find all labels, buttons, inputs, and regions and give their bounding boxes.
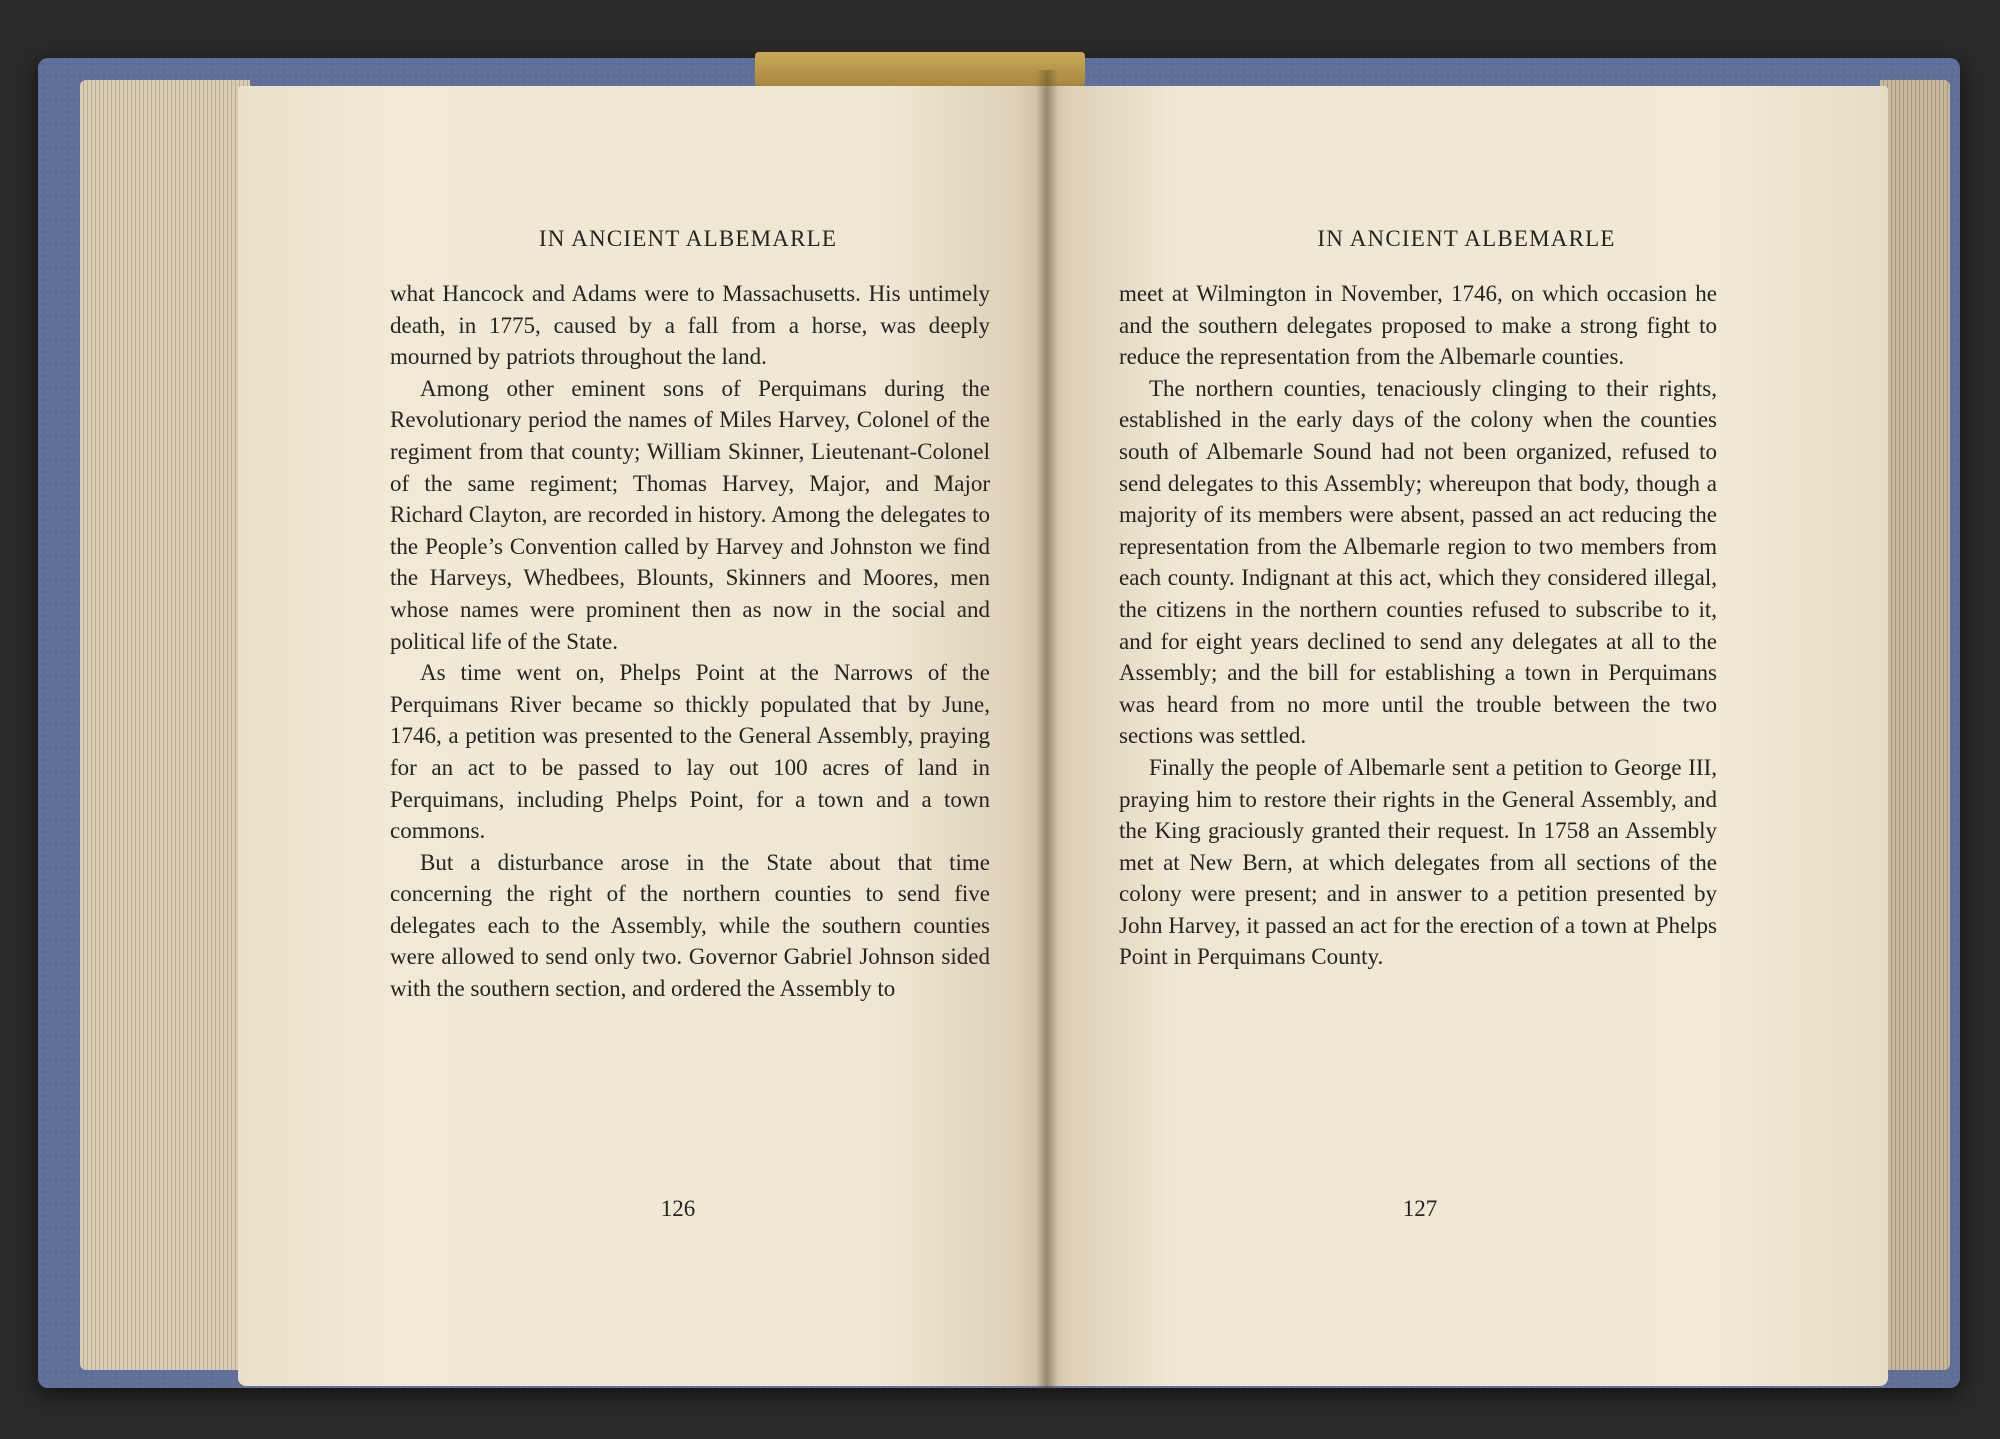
right-page-text (1119, 278, 1717, 973)
book-gutter-shadow (1036, 70, 1058, 1390)
right-page (1045, 86, 1888, 1386)
left-paragraph-1: what Hancock and Adams were to Massachusetts. His untimely death, in 1775, caused by a fall from a horse, was deeply mourned by patriots throughout the land. (390, 281, 990, 370)
left-paragraph-3: As time went on, Phelps Point at the Narrows of the Perquimans River became so thickly populated that by June, 1746, a petition was presented to the General Assembly, praying for an act to be passed to lay out 100 acres of land in Perquimans, including Phelps Point, for a town and a town commons. (390, 660, 990, 844)
left-paragraph-4: But a disturbance arose in the State about that time concerning the right of the northern counties to send five delegates each to the Assembly, while the southern counties were allowed to send only two. Governor Gabriel Johnson sided with the southern section, and ordered the Assembly to (390, 849, 990, 1002)
left-page-number: 126 (660, 1196, 696, 1221)
page-edges-right (1880, 80, 1950, 1370)
left-running-header: IN ANCIENT ALBEMARLE (538, 226, 838, 251)
left-paragraph-2: Among other eminent sons of Perquimans during the Revolutionary period the names of Miles Harvey, Colonel of the regiment from that county; William Skinner, Lieutenant-Colonel of the same regiment; Thomas Harvey, Major, and Major Richard Clayton, are recorded in history. Among the delegates to the People’s Convention called by Harvey and Johnston we find the Harveys, Whedbees, Blounts, Skinners and Moores, men whose names were prominent then as now in the social and political life of the State. (390, 375, 990, 654)
right-page-number: 127 (1402, 1196, 1438, 1221)
right-paragraph-2: The northern counties, tenaciously clinging to their rights, established in the early days of the colony when the counties south of Albemarle Sound had not been organized, refused to send delegates to this Assembly; whereupon that body, though a majority of its members were absent, passed an act reducing the representation from the Albemarle region to two members from each county. Indignant at this act, which they considered illegal, the citizens in the northern counties refused to subscribe to it, and for eight years declined to send any delegates at all to the Assembly; and the bill for establishing a town in Perquimans was heard from no more until the trouble between the two sections was settled. (1119, 375, 1717, 749)
right-paragraph-3: Finally the people of Albemarle sent a petition to George III, praying him to restore their rights in the General Assembly, and the King graciously granted their request. In 1758 an Assembly met at New Bern, at which delegates from all sections of the colony were present; and in answer to a petition presented by John Harvey, it passed an act for the erection of a town at Phelps Point in Perquimans County. (1119, 754, 1717, 970)
page-edges-left (80, 80, 250, 1370)
right-paragraph-1: meet at Wilmington in November, 1746, on which occasion he and the southern delegates proposed to make a strong fight to reduce the representation from the Albemarle counties. (1119, 281, 1717, 370)
left-page-text (390, 278, 990, 1005)
left-page (238, 86, 1048, 1386)
right-running-header: IN ANCIENT ALBEMARLE (1317, 226, 1616, 251)
